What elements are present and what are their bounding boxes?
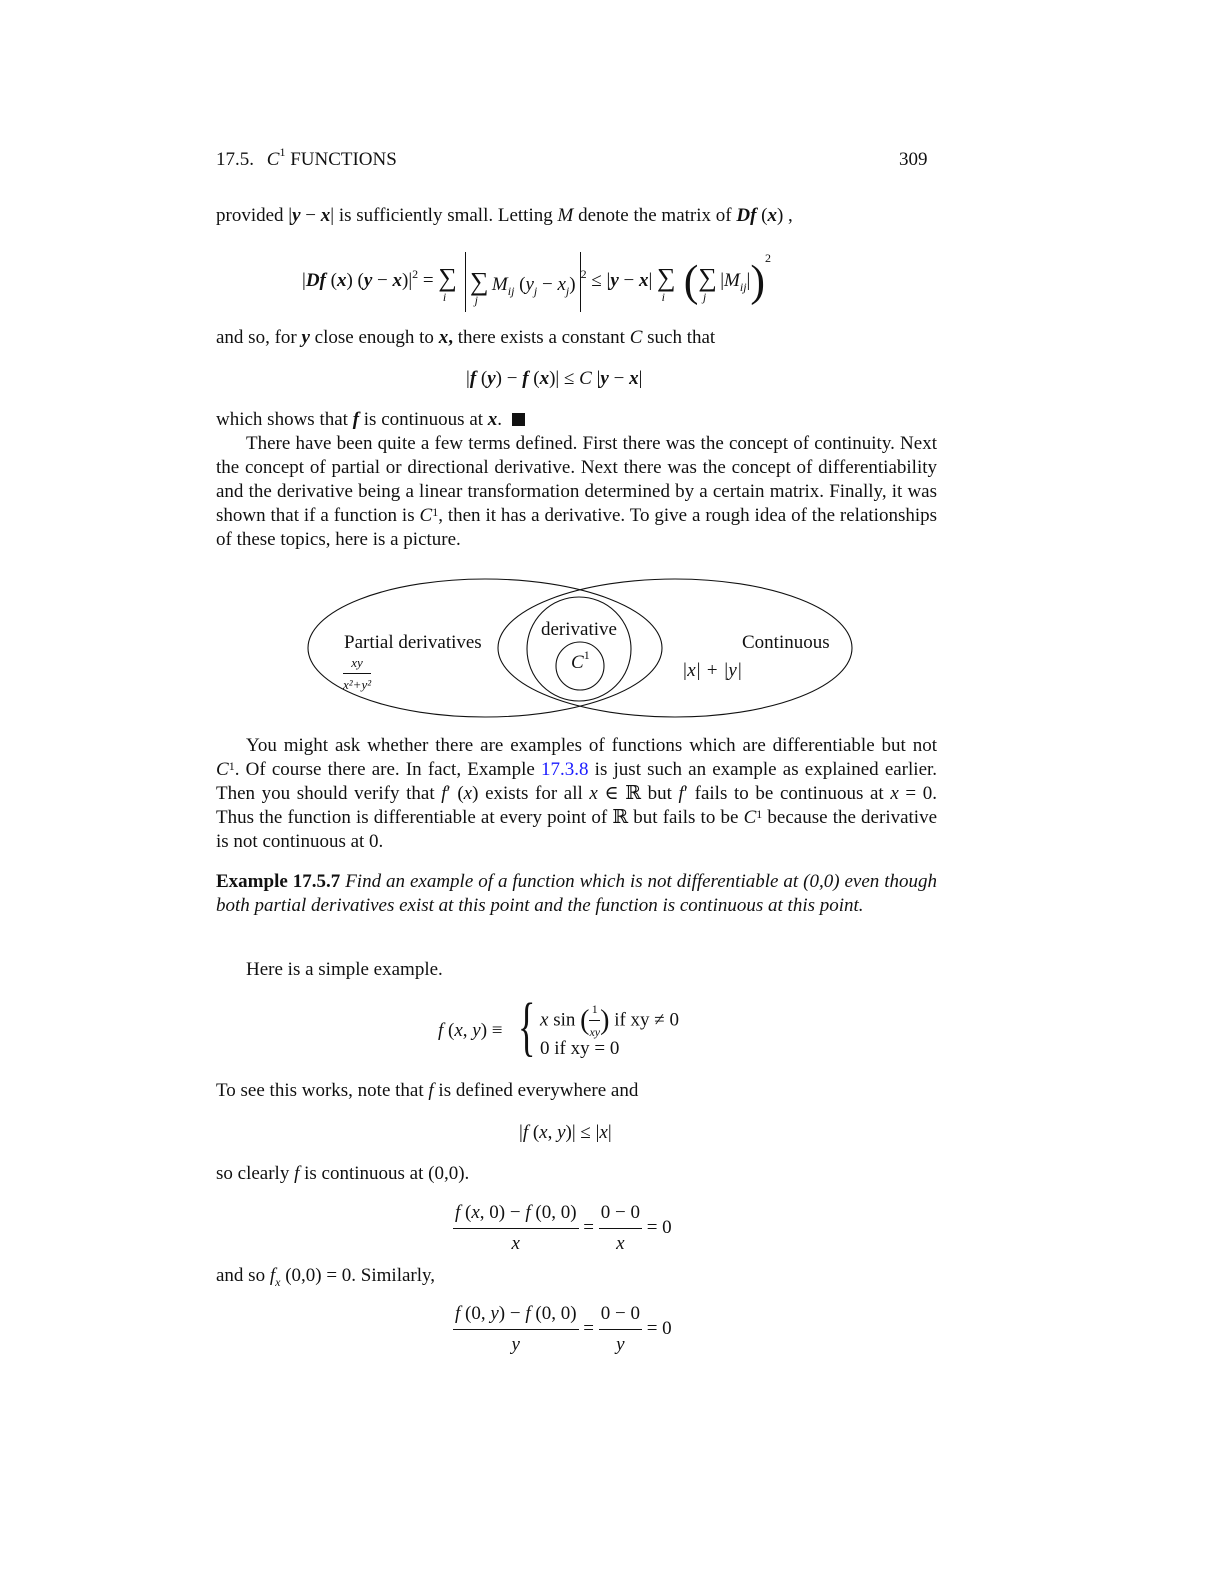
c1-label — [571, 648, 590, 674]
running-header — [216, 145, 397, 171]
paragraph1-text: There have been quite a few terms defined. First there was the concept of continuity. Next the concept of partial or directional derivative. Next there was the concept of differentiability and the derivative being a linear transformation determined by a certain matrix. Finally, it was shown that if a function is — [216, 433, 937, 526]
header-title: FUNCTIONS — [290, 149, 397, 170]
derivative-circle — [527, 597, 631, 701]
header-sup: 1 — [279, 145, 286, 159]
p2-e: but — [647, 783, 672, 804]
equation-lipschitz: |f (y) − f (x)| ≤ C |y − x| — [466, 368, 643, 389]
derivative-label: derivative — [541, 619, 617, 640]
text-line-1: provided |y − x| is sufficiently small. Letting M denote the matrix of Df (x) , — [216, 205, 793, 226]
c1-sup: 1 — [583, 648, 590, 662]
p2-b: . Of course there are. In fact, Example — [234, 759, 535, 780]
partial-example — [343, 656, 371, 692]
l1-b: is sufficiently small. Letting — [338, 205, 553, 226]
c1-letter: C — [571, 652, 584, 673]
example-link[interactable]: 17.3.8 — [540, 759, 589, 780]
clearly-b: is continuous at (0,0). — [304, 1163, 470, 1184]
example-label: Example 17.5.7 — [216, 871, 341, 892]
l3-a: which shows that — [216, 409, 348, 430]
p2-h: but fails to be — [633, 807, 739, 828]
and-so-b: (0,0) = 0. Similarly, — [285, 1265, 436, 1286]
qed-square-icon — [512, 413, 525, 426]
to-see-a: To see this works, note that — [216, 1080, 424, 1101]
p2-g: . Thus the function is differentiable at every point of — [216, 783, 938, 828]
case2: 0 if xy = 0 — [540, 1038, 620, 1059]
paragraph-terms: There have been quite a few terms defined. First there was the concept of continuity. Next the concept of partial or directional derivative. Next there was the concept of differentiability and the derivative being a linear transformation determined by a certain matrix. Finally, it was shown that if a function is $C^1$, then it has a derivative. To give a rough idea of the relationships of these topics, here is a picture. — [216, 433, 938, 550]
l2-d: such that — [647, 327, 716, 348]
l2-c: there exists a constant — [457, 327, 625, 348]
to-see-line: To see this works, note that f is defined everywhere and — [216, 1080, 639, 1101]
page-number: 309 — [899, 149, 928, 170]
l1-a: provided — [216, 205, 284, 226]
example-text: Find an example of a function which is not differentiable at (0,0) even though both partial derivatives exist at this point and the function is continuous at this point. — [216, 871, 938, 916]
paragraph-differentiable-not-c1: You might ask whether there are examples of functions which are differentiable but not $C^1$. Of course there are. In fact, Example 17.3.8 is just such an example as explained earlier. Then you should verify that f′ (x) exists for all x ∈ ℝ but f′ fails to be continuous at x = 0. Thus the function is differentiable at every point of ℝ but fails to be $C^1$ because the derivative is not continuous at 0. — [216, 735, 938, 852]
continuous-label: Continuous — [742, 632, 830, 653]
equation-bound: |f (x, y)| ≤ |x| — [519, 1122, 612, 1143]
l1-c: denote the matrix of — [578, 205, 732, 226]
and-so-line: and so $f_x$ (0,0) = 0. Similarly, — [216, 1265, 436, 1289]
p2-d: exists for all — [485, 783, 583, 804]
continuous-example: |x| + |y| — [682, 660, 743, 681]
partial-derivatives-label: Partial derivatives — [344, 632, 482, 653]
equation-fy-quotient: $\frac{f (0, y) - f (0, 0)}{y}$ = $\frac{0 - 0}{y}$ = 0 — [455, 1303, 672, 1355]
simple-example-line: Here is a simple example. — [246, 959, 443, 980]
p2-i: because the derivative is not continuous at 0. — [216, 807, 938, 852]
equation-fx-quotient: $\frac{f (x, 0) - f (0, 0)}{x}$ = $\frac{0 - 0}{x}$ = 0 — [455, 1202, 672, 1254]
l2-a: and so, for — [216, 327, 297, 348]
p2-f: fails to be continuous at — [694, 783, 884, 804]
case1-condition: if xy ≠ 0 — [614, 1009, 679, 1031]
clearly-a: so clearly — [216, 1163, 290, 1184]
example-block — [216, 870, 937, 918]
section-number: 17.5. — [216, 149, 254, 170]
p2-a: You might ask whether there are examples of functions which are differentiable but not — [246, 735, 937, 756]
and-so-a: and so — [216, 1265, 266, 1286]
partial-example-den: x²+y² — [343, 677, 372, 692]
p2-c: is just such an example as explained earlier. Then you should verify that — [216, 759, 938, 804]
l3-b: is continuous at — [363, 409, 484, 430]
to-see-b: is defined everywhere and — [438, 1080, 639, 1101]
equation-norm-bound: |Df (x) $(y - x)|^2 = \sum_i$ $\sum_jM_{ij}$ $(y_j - x_j)^2 \le |y - x|$ $\sum_i$ $(\sum_j|M_{ij}|)^2$ — [302, 246, 771, 310]
l2-b: close enough to — [314, 327, 434, 348]
header-c: C — [266, 149, 280, 170]
paragraph1-end: , then it has a derivative. To give a rough idea of the relationships of these topics, here is a picture. — [216, 505, 938, 550]
partial-example-num: xy — [343, 656, 371, 674]
text-line-3: which shows that f is continuous at x. — [216, 409, 525, 431]
clearly-line: so clearly f is continuous at (0,0). — [216, 1163, 470, 1184]
text-line-2: and so, for y close enough to x, there exists a constant C such that — [216, 327, 716, 348]
